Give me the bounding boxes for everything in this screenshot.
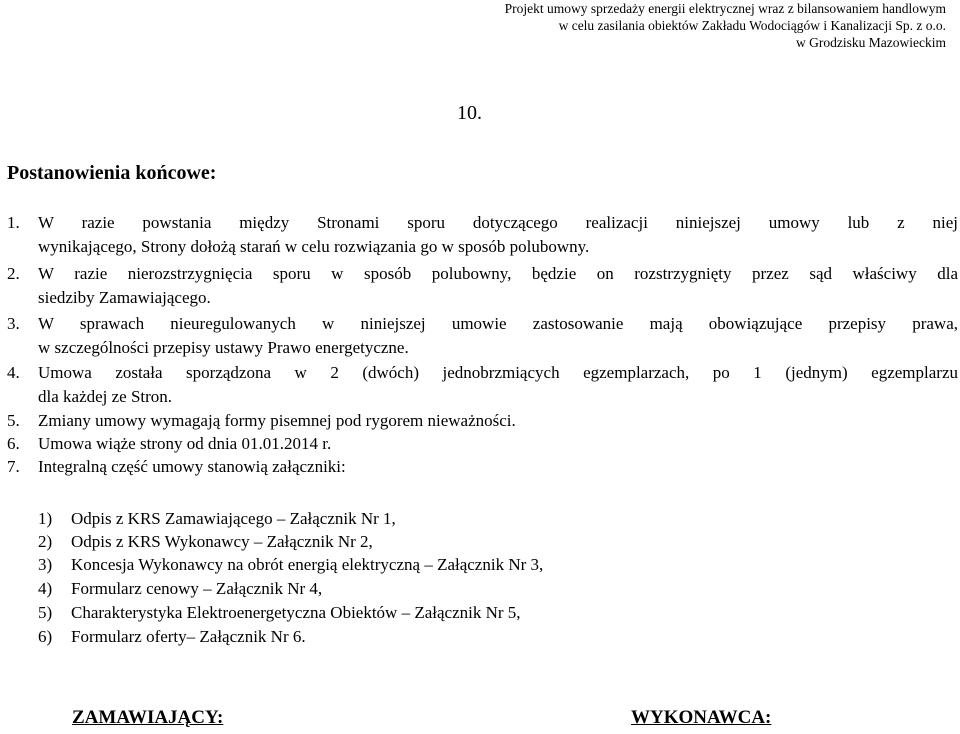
signature-zamawiajacy: ZAMAWIAJĄCY:: [72, 707, 224, 728]
item-text-line: dla każdej ze Stron.: [38, 387, 173, 406]
attachment-number: 4): [38, 579, 53, 598]
attachment-text: Formularz oferty– Załącznik Nr 6.: [71, 627, 306, 646]
item-text-line: Umowa wiąże strony od dnia 01.01.2014 r.: [38, 434, 332, 453]
attachment-text: Koncesja Wykonawcy na obrót energią elektryczną – Załącznik Nr 3,: [71, 555, 544, 574]
item-number: 7.: [7, 457, 20, 476]
attachment-text: Charakterystyka Elektroenergetyczna Obiektów – Załącznik Nr 5,: [71, 603, 521, 622]
item-text-line: W sprawach nieuregulowanych w niniejszej umowie zastosowanie mają obowiązujące przepisy prawa,: [38, 314, 958, 333]
attachment-item: [38, 601, 521, 624]
attachment-number: 2): [38, 532, 53, 551]
attachment-item: [38, 625, 306, 648]
item-number: 4.: [7, 363, 20, 382]
attachment-item: [38, 553, 543, 576]
item-number: 2.: [7, 264, 20, 283]
section-number: 10.: [457, 102, 482, 124]
attachment-text: Formularz cenowy – Załącznik Nr 4,: [71, 579, 323, 598]
attachment-number: 1): [38, 509, 53, 528]
attachment-number: 6): [38, 627, 53, 646]
attachment-number: 3): [38, 555, 53, 574]
attachment-item: [38, 530, 373, 553]
item-text-line: Zmiany umowy wymagają formy pisemnej pod rygorem nieważności.: [38, 411, 516, 430]
attachment-number: 5): [38, 603, 53, 622]
attachment-text: Odpis z KRS Zamawiającego – Załącznik Nr 1,: [71, 509, 396, 528]
item-number: 6.: [7, 434, 20, 453]
item-text-line: wynikającego, Strony dołożą starań w celu rozwiązania go w sposób polubowny.: [38, 237, 590, 256]
item-text-line: siedziby Zamawiającego.: [38, 288, 211, 307]
attachment-text: Odpis z KRS Wykonawcy – Załącznik Nr 2,: [71, 532, 373, 551]
item-text-line: Umowa została sporządzona w 2 (dwóch) jednobrzmiących egzemplarzach, po 1 (jednym) egzemplarzu: [38, 363, 958, 382]
section-title: Postanowienia końcowe:: [7, 162, 217, 184]
item-text-line: W razie powstania między Stronami sporu dotyczącego realizacji niniejszej umowy lub z niej: [38, 213, 958, 232]
document-header: [505, 0, 946, 51]
item-text-line: Integralną część umowy stanowią załączniki:: [38, 457, 346, 476]
item-number: 1.: [7, 213, 20, 232]
item-text-line: w szczególności przepisy ustawy Prawo energetyczne.: [38, 338, 409, 357]
header-line-1: Projekt umowy sprzedaży energii elektrycznej wraz z bilansowaniem handlowym: [504, 1, 946, 16]
header-line-2: w celu zasilania obiektów Zakładu Wodociągów i Kanalizacji Sp. z o.o.: [558, 18, 946, 33]
signature-wykonawca: WYKONAWCA:: [631, 707, 772, 728]
header-line-3: w Grodzisku Mazowieckim: [796, 35, 946, 50]
item-number: 5.: [7, 411, 20, 430]
item-text-line: W razie nierozstrzygnięcia sporu w sposób polubowny, będzie on rozstrzygnięty przez sąd właściwy dla: [38, 264, 958, 283]
attachment-item: [38, 577, 322, 600]
item-number: 3.: [7, 314, 20, 333]
attachment-item: [38, 507, 396, 530]
